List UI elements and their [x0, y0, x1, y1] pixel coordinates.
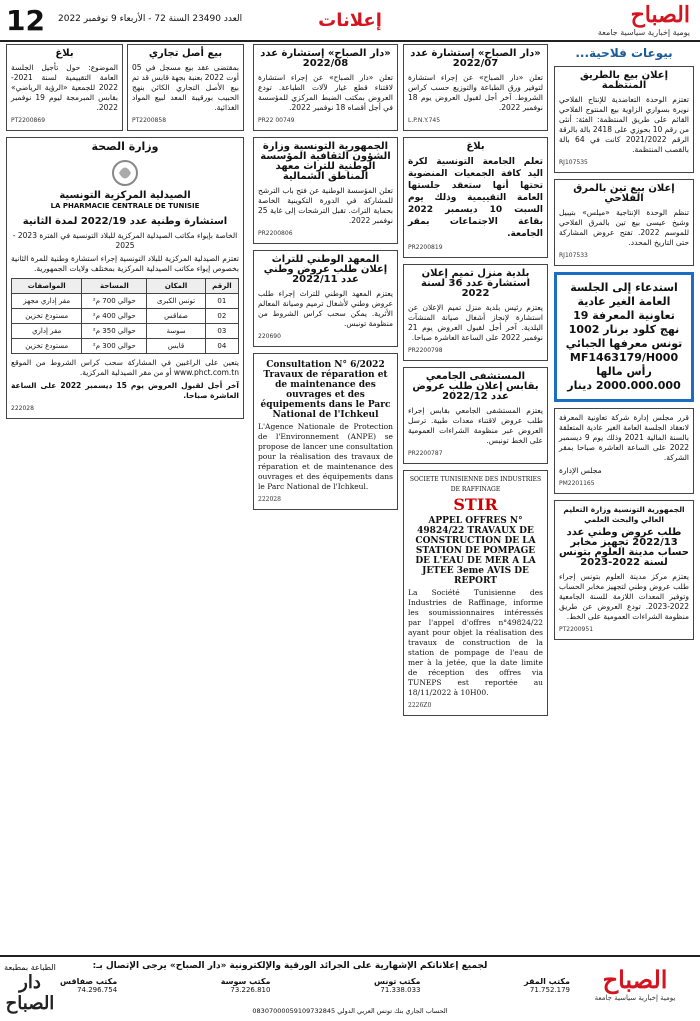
table-header-cell: الرقم	[205, 279, 238, 294]
gov-header: الجمهورية التونسية وزارة التعليم العالي والبحث العلمي	[563, 505, 685, 524]
office-item	[374, 977, 420, 994]
office-item	[221, 977, 271, 994]
section-title: إعلانات	[318, 10, 382, 31]
issue-info: العدد 23490 السنة 72 - الأربعاء 9 نوفمبر 2022	[58, 14, 243, 24]
ad-body: تنظم الوحدة الإنتاجية «ميلس» بتيبيل وشيخ عيسى بيع تين بالمرق الفلاحي للموسم 2022. تفتح عروض المشاركة حتى التاريخ المحدد.	[559, 208, 690, 247]
company-logo: STIR	[453, 495, 498, 514]
ad-ref: RJ107535	[559, 159, 588, 166]
office-phone: 71.338.033	[380, 986, 421, 994]
table-cell: مستودع تخزين	[12, 309, 82, 324]
notice-heading: استدعاء إلى الجلسة العامة الغير عادية تعاونية المعرفة 19 نهج كلود برنار 1002 تونس معرفها الجبائي MF1463179/H000 رأس مالها 2000.000.000 دينار	[565, 281, 683, 392]
table-cell: حوالي 700 م²	[82, 294, 147, 309]
column-4	[6, 44, 244, 949]
column-2	[403, 44, 548, 949]
office-item	[524, 977, 570, 994]
page-footer	[0, 955, 700, 1021]
logo-subtitle: يومية إخبارية سياسية جامعة	[597, 28, 690, 37]
ad-ref: 220690	[258, 333, 281, 340]
table-cell: 02	[205, 309, 238, 324]
footer-contact-text: لجميع إعلاناتكم الإشهارية على الجرائد الورقية والإلكترونية «دار الصباح» يرجى الإتصال بـ:	[92, 961, 488, 971]
table-row	[12, 309, 239, 324]
ad-box	[403, 137, 548, 258]
office-item	[60, 977, 117, 994]
ad-title: «دار الصباح» إستشارة عدد 2022/08	[260, 48, 391, 69]
table-header-cell: المساحة	[82, 279, 147, 294]
ad-body: تعتزم الصيدلية المركزية للبلاد التونسية إجراء استشارة وطنية للمرة الثانية بخصوص إيواء مكاتب الصيدلية المركزية بمختلف ولايات الجمهورية.	[11, 254, 239, 273]
ad-box	[127, 44, 244, 131]
ad-box	[554, 408, 694, 494]
ad-box	[253, 137, 398, 244]
ad-ref: PR22 00749	[258, 117, 295, 124]
printer-label: الطباعة بمطبعة	[4, 963, 56, 972]
footer-logo	[580, 965, 690, 1002]
office-name: مكتب سوسة	[220, 977, 271, 986]
notice-signature: مجلس الإدارة	[559, 466, 602, 475]
table-header-row	[12, 279, 239, 294]
table-cell: حوالي 350 م²	[82, 324, 147, 339]
ad-title: استشارة وطنية عدد 2022/19 لمدة الثانية	[22, 216, 228, 227]
ad-box	[403, 44, 548, 131]
ad-title: الجمهورية التونسية وزارة الشؤون الثقافية المؤسسة الوطنية للتراث معهد المناطق الشمالية	[260, 141, 391, 182]
ad-body: يعتزم مركز مدينة العلوم بتونس إجراء طلب عروض وطني لتجهيز مخابر الحساب وتوفير المعدات اللازمة للسنة الجامعية 2022-2023. تودع العروض عن طريق منظومة الشراءات العمومية على الخط.	[559, 572, 689, 621]
ad-subtitle: الخاصة بإيواء مكاتب الصيدلية المركزية للبلاد التونسية في الفترة 2023 - 2025	[12, 231, 238, 250]
general-assembly-notice	[554, 272, 694, 402]
table-header-cell: المواصفات	[12, 279, 82, 294]
office-phone: 73.226.810	[230, 986, 271, 994]
pct-name-french: LA PHARMACIE CENTRALE DE TUNISIE	[50, 202, 200, 210]
ad-body: بمقتضى عقد بيع مسجل في 05 أوت 2022 بعنبة بجهة قابس قد تم بيع الأصل التجاري الكائن بنهج الحبيب بورقيبة المعد لبيع المواد الغذائية.	[132, 63, 240, 112]
office-name: مكتب تونس	[374, 977, 421, 986]
ad-title: Consultation N° 6/2022 Travaux de réparation et de maintenance des ouvrages et des équipements dans le Parc National de l'Ichkeul	[260, 360, 391, 420]
ad-title: بلاغ	[466, 141, 485, 152]
ad-note: يتعين على الراغبين في المشاركة سحب كراس الشروط من الموقع www.phct.com.tn أو من مقر الصيدلية المركزية.	[11, 358, 239, 377]
ad-ref: RJ107533	[559, 252, 588, 259]
ad-title: المستشفى الجامعي بقابس إعلان طلب عروض عدد 2022/12	[412, 371, 539, 402]
ad-box	[6, 44, 123, 131]
ad-title: APPEL OFFRES N° 49824/22 TRAVAUX DE CONSTRUCTION DE LA STATION DE POMPAGE DE L'EAU DE MER A LA JETEE 3eme AVIS DE REPORT	[415, 516, 536, 586]
ad-body: تعلن المؤسسة الوطنية عن فتح باب الترشح للمشاركة في الدورة التكوينية الخاصة بحماية التراث. تقبل الترشحات إلى غاية 25 نوفمبر 2022.	[258, 186, 393, 225]
ad-box-french	[403, 470, 548, 716]
printer-name: دار الصباح	[5, 972, 55, 1014]
ad-title: إعلان بيع تين بالمرق الفلاحي	[573, 183, 675, 204]
top-ads-row	[6, 44, 244, 137]
office-list	[60, 977, 570, 994]
page-number: 12	[6, 4, 45, 37]
ad-title: بلدية منزل تميم إعلان استشارة عدد 36 لسنة 2022	[420, 268, 531, 299]
office-name: مكتب صفاقس	[60, 977, 118, 986]
footer-logo-subtitle: يومية إخبارية سياسية جامعة	[594, 994, 676, 1002]
ad-box	[253, 250, 398, 347]
ad-ref: PR2200806	[258, 230, 293, 237]
ad-body: الموضوع: حول تأجيل الجلسة العامة التقييمية لسنة 2021-2022 للجمعية «الرؤية الرياضي» بقابس المبرمجة ليوم 19 نوفمبر 2022.	[11, 63, 118, 112]
logo-text: الصباح	[630, 2, 690, 28]
ad-deadline: آخر أجل لقبول العروض يوم 15 ديسمبر 2022 على الساعة العاشرة صباحا.	[11, 381, 239, 400]
bank-account: الحساب الجاري بنك تونس العربي الدولي 08307000059109732845	[252, 1007, 448, 1015]
table-cell: مستودع تخزين	[12, 339, 82, 354]
ad-ref: PR2200787	[408, 450, 443, 457]
ad-body: تعتزم الوحدة التعاضدية للإنتاج الفلاحي نويرة بسواري الزاوية بيع المنتوج الفلاحي القائم على طريق المنتظمة: الفئة: أنثى من رقم 10 بحوزي على 2418 بالة بالرقة الرقم 2021/2022 كانت في 64 بالة بالقصب المنتظمة.	[559, 95, 689, 154]
ad-box	[554, 500, 694, 640]
column-1	[554, 44, 694, 949]
column-3	[253, 44, 398, 949]
table-cell: تونس الكبرى	[147, 294, 205, 309]
ad-title: بلاغ	[55, 48, 74, 59]
ad-box	[554, 66, 694, 173]
ad-body: تعلن «دار الصباح» عن إجراء استشارة لاقتناء قطع غيار لآلات الطباعة. تودع العروض بمكتب الضبط المركزي للمؤسسة في أجل أقصاه 18 نوفمبر 2022.	[258, 73, 393, 112]
ad-box	[253, 44, 398, 131]
footer-logo-text: الصباح	[602, 965, 668, 994]
masthead-logo	[570, 2, 690, 36]
page-header	[0, 0, 700, 42]
table-row	[12, 324, 239, 339]
ad-body: La Société Tunisienne des Industries de Raffinage, informe les soumissionnaires intéressés par l'appel d'offres n°49824/22 ayant pour objet la réalisation des travaux de construction de la station de pompage de l'eau de mer à la jetée, que la date limite de réception des offres via TUNEPS est reportée au 18/11/2022 à 10H00.	[408, 588, 543, 697]
ad-body: يعتزم المعهد الوطني للتراث إجراء طلب عروض وطني لأشغال ترميم وصيانة المعالم الأثرية. يمكن سحب كراس الشروط من منظومة تونبس.	[258, 289, 393, 328]
pct-ad-box	[6, 137, 244, 419]
table-cell: 03	[205, 324, 238, 339]
ad-ref: PT2200869	[11, 117, 46, 124]
table-cell: قابس	[147, 339, 205, 354]
ad-title: طلب عروض وطني عدد 2022/13 تجهيز مخابر حساب مدينة العلوم بتونس لسنة 2022-2023	[558, 527, 689, 568]
table-header-cell: المكان	[147, 279, 205, 294]
ad-ref: PR2200819	[408, 244, 443, 251]
ad-ref: PT2200858	[132, 117, 167, 124]
ad-body: L'Agence Nationale de Protection de l'Environnement (ANPE) se propose de lancer une consultation pour la réalisation des travaux de réparation et de maintenance des ouvrages et des équipements dans le Parc National de l'Ichkeul.	[258, 422, 393, 491]
company-name: SOCIETE TUNISIENNE DES INDUSTRIES DE RAFFINAGE	[409, 476, 542, 493]
ad-box	[554, 179, 694, 266]
table-row	[12, 294, 239, 309]
table-cell: مقر إداري	[12, 324, 82, 339]
ad-ref: PM2201165	[559, 480, 595, 487]
office-name: مكتب المقر	[524, 977, 570, 986]
ad-body: يعتزم رئيس بلدية منزل تميم الإعلان عن استشارة لإنجاز أشغال صيانة المنشآت البلدية. آخر أجل لقبول العروض يوم 21 نوفمبر 2022 على الساعة العاشرة صباحا.	[408, 303, 543, 342]
ad-ref: 2226Z0	[408, 702, 432, 709]
ad-title: «دار الصباح» إستشارة عدد 2022/07	[410, 48, 541, 69]
table-cell: سوسة	[147, 324, 205, 339]
ad-ref: PT2200951	[559, 626, 594, 633]
table-cell: 04	[205, 339, 238, 354]
table-cell: حوالي 300 م²	[82, 339, 147, 354]
ad-ref: 222028	[258, 496, 281, 503]
ministry-title: وزارة الصحة	[91, 140, 159, 153]
ad-ref: L.P.N.Y.745	[408, 117, 441, 124]
locations-table	[11, 278, 239, 354]
category-title: بيوعات فلاحية...	[575, 46, 673, 60]
ad-title: المعهد الوطني للتراث إعلان طلب عروض وطني عدد 2022/11	[263, 254, 388, 285]
table-cell: حوالي 400 م²	[82, 309, 147, 324]
office-phone: 74.296.754	[77, 986, 118, 994]
ad-ref: 222028	[11, 405, 34, 412]
office-phone: 71.752.179	[529, 986, 570, 994]
ad-title: إعلان بيع بالطريق المنتظمة	[579, 70, 668, 91]
pct-logo-icon	[105, 158, 145, 188]
pct-logo	[11, 158, 239, 211]
ad-body: تعلم الجامعة التونسية لكرة اليد كافة الجمعيات المنضوية تحتها أنها ستعقد جلستها العامة التقييمية وذلك يوم السبت 10 ديسمبر 2022 بقاعة الاجتماعات بمقر الجامعة.	[408, 157, 543, 239]
ad-title: بيع أصل تجاري	[148, 48, 223, 59]
ad-body: يعتزم المستشفى الجامعي بقابس إجراء طلب عروض لاقتناء معدات طبية. ترسل العروض عبر منظومة الشراءات العمومية على الخط تونبس.	[408, 406, 543, 445]
pct-name: الصيدلية المركزية التونسية	[59, 190, 191, 201]
ad-body: تعلن «دار الصباح» عن إجراء استشارة لتوفير ورق الطباعة والتوزيع حسب كراس الشروط. آخر أجل لقبول العروض يوم 18 نوفمبر 2022.	[408, 73, 543, 112]
table-cell: صفاقس	[147, 309, 205, 324]
table-cell: 01	[205, 294, 238, 309]
ad-box-french	[253, 353, 398, 510]
table-row	[12, 339, 239, 354]
ad-box	[403, 367, 548, 464]
ad-box	[403, 264, 548, 361]
notice-text: قرر مجلس إدارة شركة تعاونية المعرفة لانعقاد الجلسة العامة الغير عادية المتعلقة بالسنة المالية 2021 وذلك يوم 9 ديسمبر 2022 على الساعة العاشرة صباحا بمقر الشركة.	[559, 413, 689, 462]
ad-ref: PR2200798	[408, 347, 443, 354]
table-cell: مقر إداري مجهز	[12, 294, 82, 309]
